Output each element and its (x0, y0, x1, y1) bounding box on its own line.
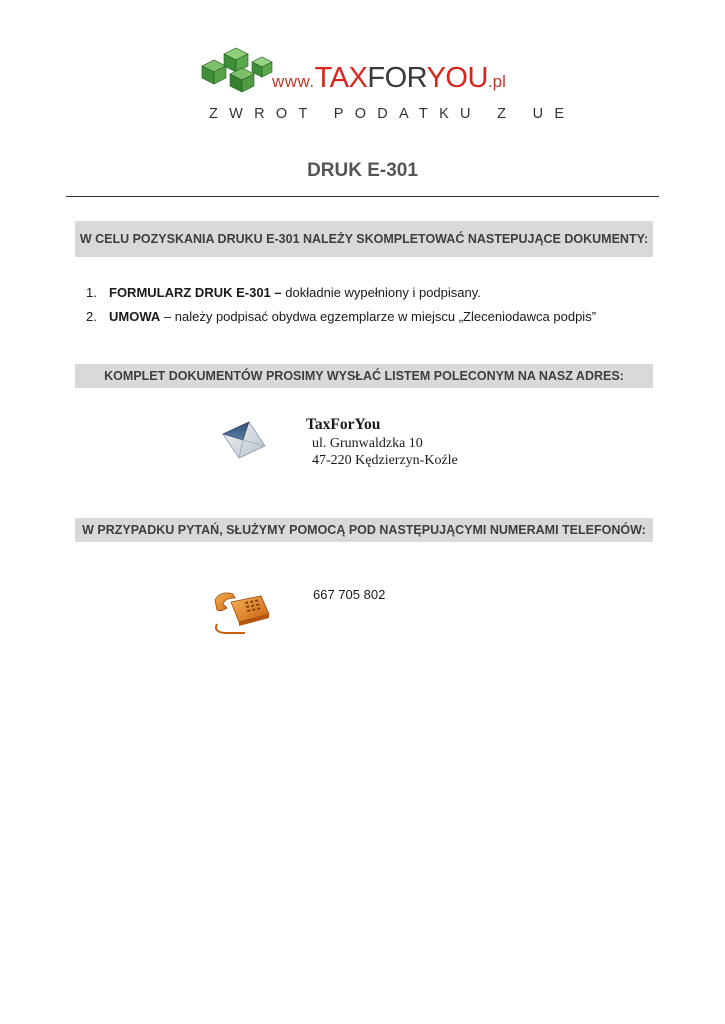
address-street: ul. Grunwaldzka 10 (312, 436, 423, 451)
section-heading-documents: W CELU POZYSKANIA DRUKU E-301 NALEŻY SKOMPLETOWAĆ NASTEPUJĄCE DOKUMENTY: (75, 221, 653, 257)
logo-you: YOU (426, 62, 488, 94)
mailing-address (306, 415, 458, 469)
list-item-number: 1. (86, 285, 97, 300)
telephone-icon (211, 588, 273, 636)
company-logo (196, 44, 576, 124)
list-item-label: FORMULARZ DRUK E-301 (109, 285, 271, 300)
list-item-number: 2. (86, 309, 97, 324)
section-heading-phones: W PRZYPADKU PYTAŃ, SŁUŻYMY POMOCĄ POD NASTĘPUJĄCYMI NUMERAMI TELEFONÓW: (75, 518, 653, 542)
logo-pl: .pl (487, 72, 506, 91)
page-title: DRUK E-301 (307, 160, 418, 181)
list-item-separator: – (160, 309, 175, 324)
list-item-label: UMOWA (109, 309, 161, 324)
envelope-icon (219, 418, 267, 462)
address-city: 47-220 Kędzierzyn-Koźle (312, 453, 458, 468)
logo-tax: TAX (314, 62, 368, 94)
list-item-description: dokładnie wypełniony i podpisany. (285, 285, 481, 300)
title-divider (66, 196, 659, 197)
logo-for: FOR (367, 62, 427, 94)
list-item-separator: – (270, 285, 286, 300)
list-item-description: należy podpisać obydwa egzemplarze w miejscu „Zleceniodawca podpis” (174, 309, 597, 324)
section-heading-address: KOMPLET DOKUMENTÓW PROSIMY WYSŁAĆ LISTEM POLECONYM NA NASZ ADRES: (75, 364, 653, 388)
phone-number: 667 705 802 (313, 587, 386, 602)
list-item (86, 284, 596, 308)
logo-tagline: ZWROT PODATKU Z UE (209, 106, 576, 122)
address-company: TaxForYou (306, 416, 381, 433)
logo-www: www. (272, 72, 315, 91)
money-cubes-icon (196, 44, 276, 94)
required-documents-list (86, 284, 596, 332)
list-item (86, 308, 596, 332)
logo-wordmark (272, 64, 506, 93)
